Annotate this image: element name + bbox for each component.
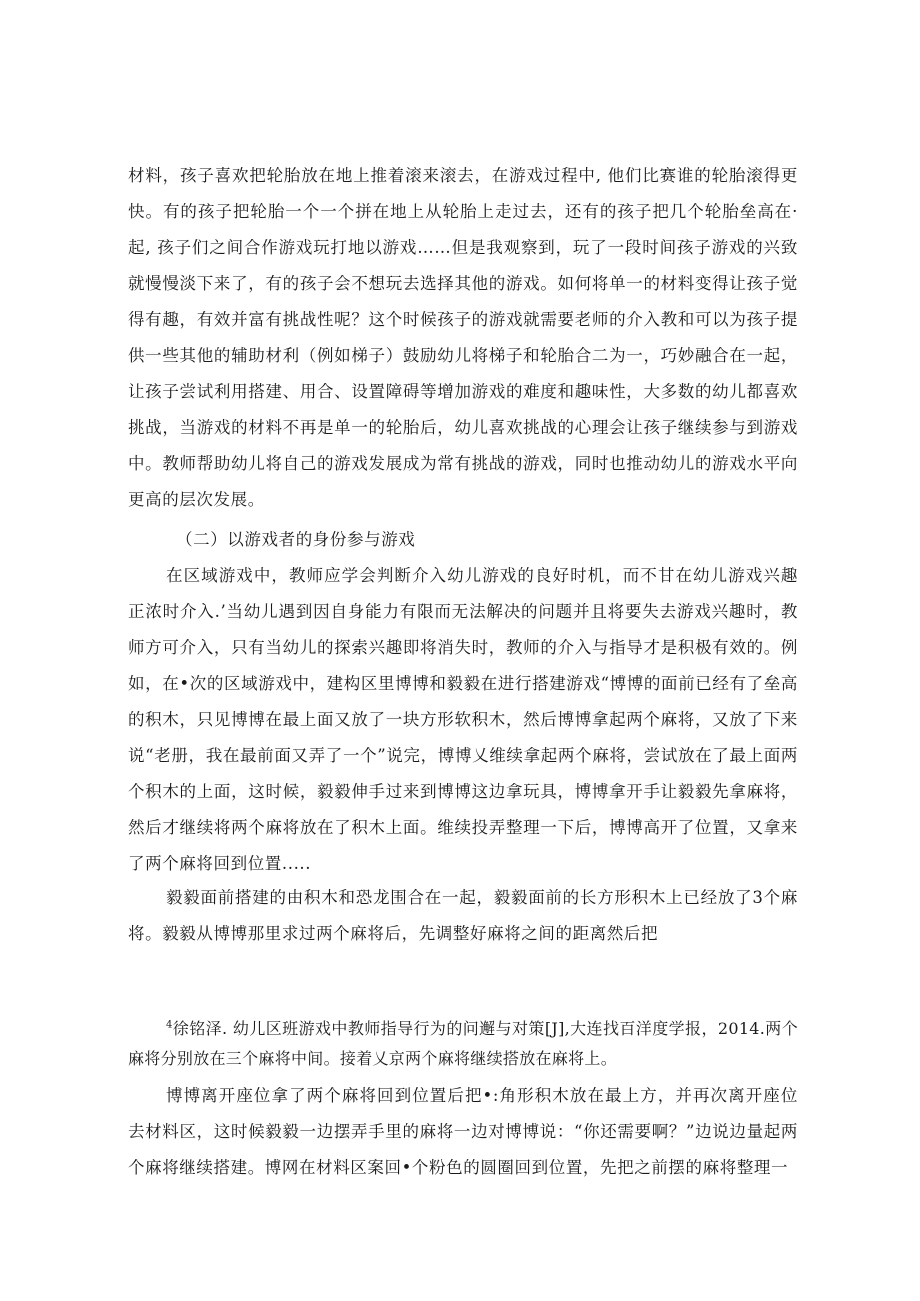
paragraph-bobo-materials: 博博离开座位拿了两个麻将回到位置后把•:角形积木放在最上方，并再次离开座位去材料区，这时候毅毅一边摆弄手里的麻将一边对博博说：“你还需要啊？”边说边量起两个麻将继续搭建。博网在材料区案回•个粉色的圆圈回到位置，先把之前摆的麻将整理一 <box>128 1086 798 1177</box>
footnote <box>128 1014 798 1074</box>
footnote-text: 徐铭泽. 幼儿区班游戏中教师指导行为的问邂与对策[J],大连找百洋度学报，2014.两个麻将分别放在三个麻将中间。接着乂京两个麻将继续搭放在麻将上。 <box>128 1019 798 1068</box>
paragraph-intervention-timing: 在区域游戏中，教师应学会判断介入幼儿游戏的良好时机，而不甘在幼儿游戏兴趣正浓时介入.’当幼儿遇到因自身能力有限而无法解决的问题并且将要失去游戏兴趣时，教师方可介入，只有当幼儿的探索兴趣即将消失时，教师的介入与指导才是积极有效的。例如，在•次的区域游戏中，建构区里博博和毅毅在进行搭建游戏“博博的面前已经有了垒高的积木，只见博博在最上面又放了一块方形软积木，然后博博拿起两个麻将，又放了下来说“老册，我在最前面又弄了一个”说完，博博乂维续拿起两个麻将，尝试放在了最上面两个积木的上面，这时候，毅毅伸手过来到博博这边拿玩具，博博拿开手让毅毅先拿麻将，然后才继续将两个麻将放在了积木上面。维续投弄整理一下后，博博高开了位置，又拿来了两个麻将回到位置..... <box>128 566 798 873</box>
paragraph-tire-game: 材料，孩子喜欢把轮胎放在地上推着滚来滚去，在游戏过程中, 他们比赛谁的轮胎滚得更快。有的孩子把轮胎一个一个拼在地上从轮胎上走过去，还有的孩子把几个轮胎垒高在·起, 孩子们之间合作游戏玩打地以游戏……但是我观察到，玩了一段时间孩子游戏的兴致就慢慢淡下来了，有的孩子会不想玩去选择其他的游戏。如何将单一的材料变得让孩子觉得有趣，有效并富有挑战性呢？这个时候孩子的游戏就需要老师的介入教和可以为孩子提供一些其他的辅助材利（例如梯子）鼓励幼儿将梯子和轮胎合二为一，巧妙融合在一起，让孩子尝试利用搭建、用合、设置障碍等增加游戏的难度和趣味性，大多数的幼儿都喜欢挑战，当游戏的材料不再是单一的轮胎后，幼儿喜欢挑战的心理会让孩子继续参与到游戏中。教师帮助幼儿将自己的游戏发展成为常有挑战的游戏，同时也推动幼儿的游戏水平向更高的层次发展。 <box>128 166 798 509</box>
section-heading: （二）以游戏者的身份参与游戏 <box>176 530 416 549</box>
footnote-mark: 4 <box>166 1019 173 1031</box>
paragraph-yiyi-building: 毅毅面前搭建的由积木和恐龙围合在一起，毅毅面前的长方形积木上已经放了3个麻将。毅毅从博博那里求过两个麻将后，先调整好麻将之间的距离然后把 <box>128 888 798 943</box>
